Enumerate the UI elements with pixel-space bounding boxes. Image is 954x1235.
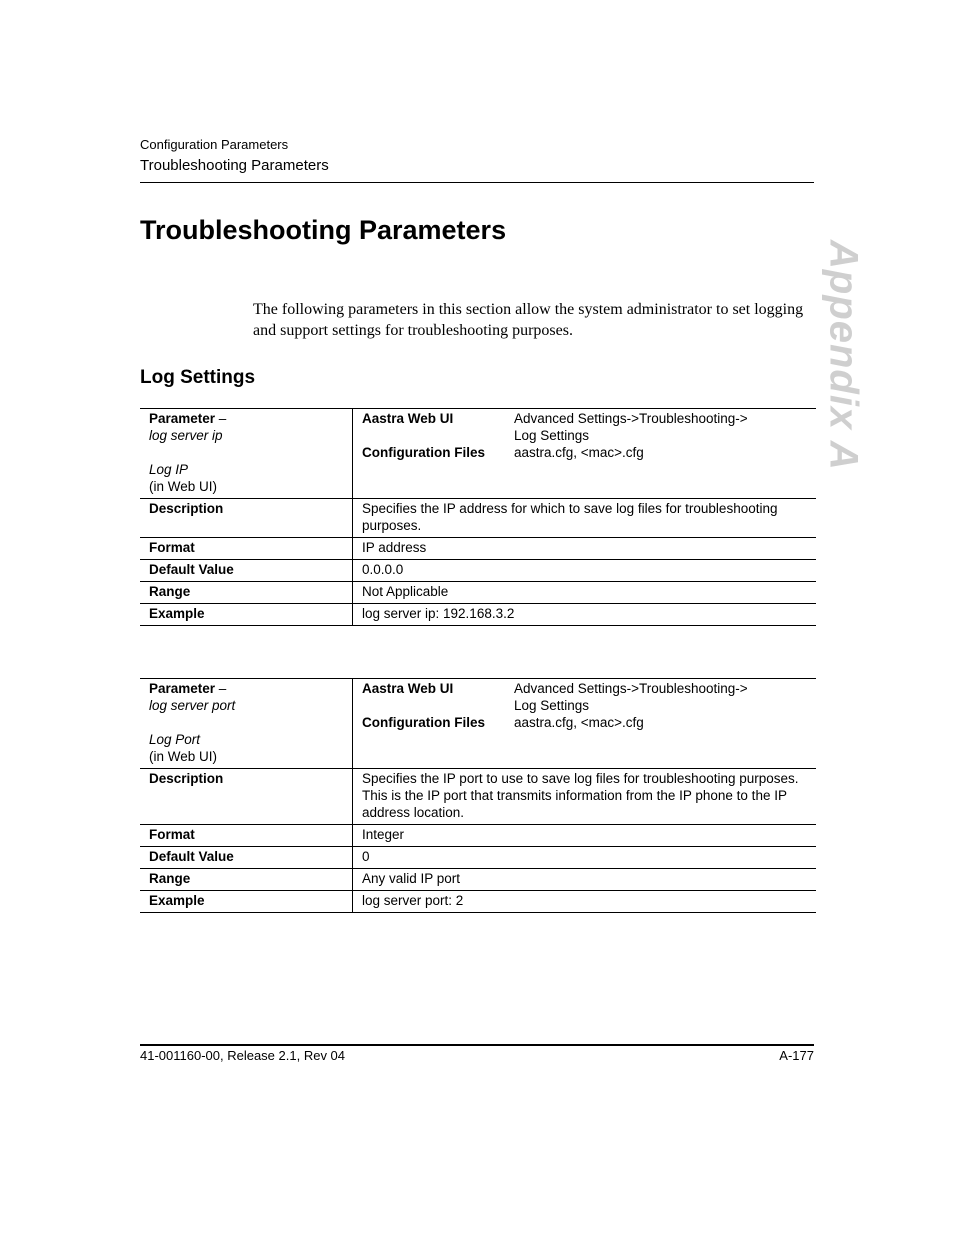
parameter-dash: –	[215, 681, 227, 696]
web-ui-path: Advanced Settings->Troubleshooting->	[514, 411, 748, 426]
footer-rule	[140, 1044, 814, 1046]
config-files-value: aastra.cfg, <mac>.cfg	[514, 715, 644, 730]
web-ui-name: Log Port	[149, 732, 201, 747]
parameter-cell	[140, 679, 353, 769]
location-cell	[353, 409, 817, 499]
footer-doc-id: 41-001160-00, Release 2.1, Rev 04	[140, 1048, 346, 1063]
parameter-label: Parameter	[149, 681, 216, 696]
config-files-label: Configuration Files	[362, 445, 485, 460]
example-value: log server port: 2	[353, 891, 817, 913]
description-label: Description	[140, 499, 353, 538]
parameter-dash: –	[215, 411, 227, 426]
in-web-ui-note: (in Web UI)	[149, 749, 218, 764]
description-value: Specifies the IP address for which to save log files for troubleshooting purposes.	[353, 499, 817, 538]
location-cell	[353, 679, 817, 769]
format-value: Integer	[353, 825, 817, 847]
page-title: Troubleshooting Parameters	[140, 215, 507, 245]
intro-paragraph: The following parameters in this section allow the system administrator to set logging and support settings for troubleshooting purposes.	[253, 301, 804, 339]
aastra-web-ui-label: Aastra Web UI	[362, 411, 454, 426]
range-label: Range	[140, 869, 353, 891]
table-row	[140, 769, 816, 825]
in-web-ui-note: (in Web UI)	[149, 479, 218, 494]
web-ui-name: Log IP	[149, 462, 189, 477]
web-ui-path: Advanced Settings->Troubleshooting->	[514, 681, 748, 696]
example-value: log server ip: 192.168.3.2	[353, 604, 817, 626]
range-value: Any valid IP port	[353, 869, 817, 891]
header-rule	[140, 182, 814, 183]
parameter-label: Parameter	[149, 411, 216, 426]
range-label: Range	[140, 582, 353, 604]
aastra-web-ui-label: Aastra Web UI	[362, 681, 454, 696]
table-row	[140, 891, 816, 913]
table-row	[140, 825, 816, 847]
default-value-label: Default Value	[140, 560, 353, 582]
table-row	[140, 499, 816, 538]
table-row	[140, 679, 816, 769]
appendix-side-tab-label: Appendix A	[821, 239, 866, 471]
parameter-cell	[140, 409, 353, 499]
table-row	[140, 582, 816, 604]
format-value: IP address	[353, 538, 817, 560]
parameter-table-log-server-port	[140, 678, 816, 913]
parameter-name: log server ip	[149, 428, 223, 443]
running-header-section: Troubleshooting Parameters	[140, 157, 329, 174]
parameter-name: log server port	[149, 698, 236, 713]
appendix-side-tab	[818, 239, 868, 471]
format-label: Format	[140, 825, 353, 847]
parameter-table-log-server-ip	[140, 408, 816, 626]
config-files-value: aastra.cfg, <mac>.cfg	[514, 445, 644, 460]
default-value: 0	[353, 847, 817, 869]
running-header-chapter: Configuration Parameters	[140, 137, 289, 152]
web-ui-path-cont: Log Settings	[514, 698, 590, 713]
footer-page-number: A-177	[779, 1048, 814, 1063]
section-heading: Log Settings	[140, 367, 256, 388]
table-row	[140, 847, 816, 869]
description-value: Specifies the IP port to use to save log files for troubleshooting purposes. This is the IP port that transmits information from the IP phone to the IP address location.	[353, 769, 817, 825]
description-label: Description	[140, 769, 353, 825]
range-value: Not Applicable	[353, 582, 817, 604]
table-row	[140, 409, 816, 499]
table-row	[140, 604, 816, 626]
example-label: Example	[140, 604, 353, 626]
config-files-label: Configuration Files	[362, 715, 485, 730]
default-value: 0.0.0.0	[353, 560, 817, 582]
table-row	[140, 560, 816, 582]
web-ui-path-cont: Log Settings	[514, 428, 590, 443]
table-row	[140, 538, 816, 560]
default-value-label: Default Value	[140, 847, 353, 869]
table-row	[140, 869, 816, 891]
format-label: Format	[140, 538, 353, 560]
example-label: Example	[140, 891, 353, 913]
